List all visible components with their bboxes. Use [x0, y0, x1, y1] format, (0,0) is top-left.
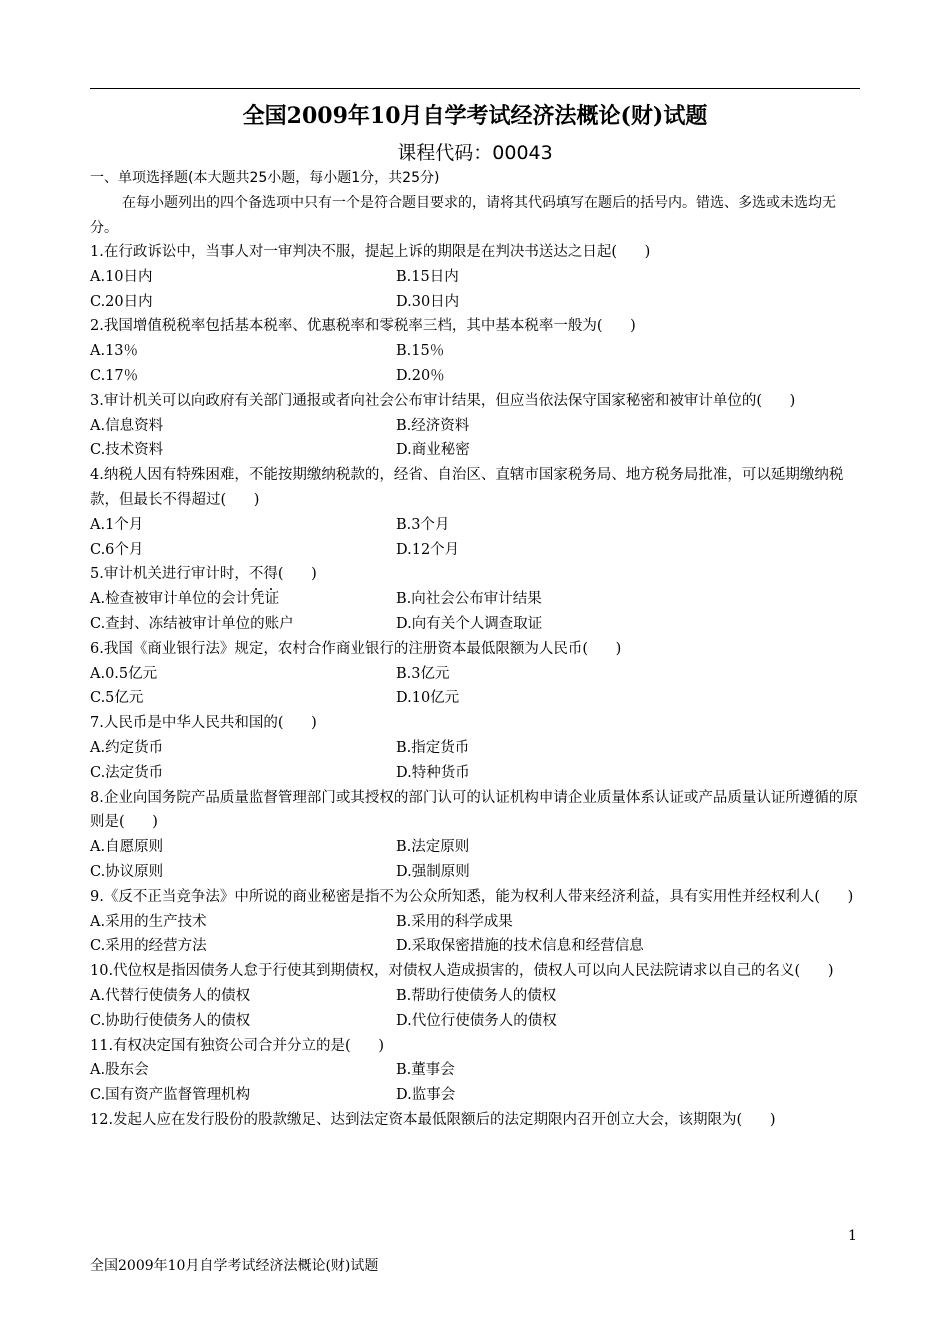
question-text: 4.纳税人因有特殊困难，不能按期缴纳税款的，经省、自治区、直辖市国家税务局、地方税务局批准，可以延期缴纳税款，但最长不得超过( ) — [90, 467, 844, 508]
option-c: C.国有资产监督管理机构 — [90, 1087, 251, 1104]
section-instruction: 在每小题列出的四个备选项中只有一个是符合题目要求的，请将其代码填写在题后的括号内。错选、多选或未选均无分。 — [90, 195, 836, 236]
option-a: A.1个月 — [90, 516, 144, 533]
question-text: 2.我国增值税税率包括基本税率、优惠税率和零税率三档，其中基本税率一般为( ) — [90, 318, 636, 335]
option-row — [90, 438, 860, 463]
question-text: 1.在行政诉讼中，当事人对一审判决不服，提起上诉的期限是在判决书送达之日起( ) — [90, 244, 651, 260]
option-row — [90, 414, 860, 439]
emphasis-dotted: 不得 — [249, 562, 278, 587]
emphasis-text — [249, 566, 278, 582]
option-row — [90, 339, 860, 364]
option-d: D.30日内 — [396, 293, 460, 310]
question-tail: ( ) — [277, 566, 317, 583]
option-d: D.向有关个人调查取证 — [396, 615, 543, 632]
option-c: C.法定货币 — [90, 764, 164, 781]
option-d: D.20％ — [396, 367, 445, 384]
option-row — [90, 835, 860, 860]
option-c: C.17％ — [90, 367, 139, 384]
question-stem: 5.审计机关进行审计时， — [90, 566, 249, 583]
option-b: B.3个月 — [396, 516, 450, 533]
option-a: A.自愿原则 — [90, 839, 164, 856]
option-row — [90, 860, 860, 885]
page-footer: 全国2009年10月自学考试经济法概论(财)试题 — [90, 1258, 379, 1274]
option-row — [90, 1083, 860, 1108]
option-d: D.商业秘密 — [396, 442, 470, 459]
option-b: B.董事会 — [396, 1062, 455, 1079]
option-a: A.10日内 — [90, 268, 153, 285]
section-heading: 一、单项选择题(本大题共25小题，每小题1分，共25分) — [90, 170, 440, 186]
option-row — [90, 513, 860, 538]
page-number: 1 — [848, 1228, 857, 1244]
option-a: A.13％ — [90, 343, 139, 360]
option-c: C.协助行使债务人的债权 — [90, 1012, 251, 1029]
option-c: C.技术资料 — [90, 442, 164, 459]
option-row — [90, 686, 860, 711]
option-d: D.代位行使债务人的债权 — [396, 1012, 557, 1029]
option-b: B.采用的科学成果 — [396, 913, 513, 930]
option-row — [90, 1058, 860, 1083]
option-a: A.0.5亿元 — [90, 665, 158, 682]
question-text: 10.代位权是指因债务人怠于行使其到期债权，对债权人造成损害的，债权人可以向人民法院请求以自己的名义( ) — [90, 963, 834, 980]
option-row — [90, 736, 860, 761]
option-row — [90, 910, 860, 935]
option-c: C.20日内 — [90, 293, 153, 310]
option-row — [90, 1009, 860, 1034]
option-row — [90, 662, 860, 687]
option-row — [90, 934, 860, 959]
option-row — [90, 290, 860, 315]
question-text: 8.企业向国务院产品质量监督管理部门或其授权的部门认可的认证机构申请企业质量体系认证或产品质量认证所遵循的原则是( ) — [90, 789, 858, 831]
page-title: 全国2009年10月自学考试经济法概论(财)试题 — [242, 103, 708, 129]
option-b: B.指定货币 — [396, 739, 470, 756]
option-d: D.监事会 — [396, 1087, 456, 1104]
option-d: D.10亿元 — [396, 690, 460, 707]
option-b: B.帮助行使债务人的债权 — [396, 987, 557, 1004]
option-row — [90, 538, 860, 563]
option-row — [90, 364, 860, 389]
question-text: 9.《反不正当竞争法》中所说的商业秘密是指不为公众所知悉，能为权利人带来经济利益，具有实用性并经权利人( ) — [90, 888, 854, 905]
option-d: D.采取保密措施的技术信息和经营信息 — [396, 938, 644, 955]
option-row — [90, 587, 860, 612]
option-a: A.约定货币 — [90, 739, 164, 756]
option-d: D.强制原则 — [396, 863, 470, 880]
option-b: B.法定原则 — [396, 839, 470, 856]
question-text: 7.人民币是中华人民共和国的( ) — [90, 715, 317, 732]
option-a: A.采用的生产技术 — [90, 913, 207, 930]
option-row — [90, 265, 860, 290]
option-a: A.检查被审计单位的会计凭证 — [90, 591, 280, 608]
option-a: A.代替行使债务人的债权 — [90, 987, 251, 1004]
option-d: D.特种货币 — [396, 764, 470, 781]
option-c: C.5亿元 — [90, 690, 144, 707]
option-row — [90, 761, 860, 786]
option-c: C.采用的经营方法 — [90, 938, 207, 955]
question-text: 11.有权决定国有独资公司合并分立的是( ) — [90, 1037, 385, 1054]
question-list — [90, 240, 860, 1133]
question-text — [90, 562, 860, 587]
question-text: 12.发起人应在发行股份的股款缴足、达到法定资本最低限额后的法定期限内召开创立大会，该期限为( ) — [90, 1111, 776, 1128]
question-text: 3.审计机关可以向政府有关部门通报或者向社会公布审计结果，但应当依法保守国家秘密和被审计单位的( ) — [90, 392, 796, 409]
option-d: D.12个月 — [396, 541, 460, 558]
question-text: 6.我国《商业银行法》规定，农村合作商业银行的注册资本最低限额为人民币( ) — [90, 640, 622, 657]
option-b: B.经济资料 — [396, 417, 470, 434]
option-b: B.3亿元 — [396, 665, 450, 682]
option-c: C.6个月 — [90, 541, 144, 558]
option-a: A.信息资料 — [90, 417, 164, 434]
course-code: 课程代码：00043 — [397, 142, 553, 164]
option-c: C.协议原则 — [90, 863, 164, 880]
option-row — [90, 612, 860, 637]
option-a: A.股东会 — [90, 1062, 149, 1079]
option-b: B.向社会公布审计结果 — [396, 591, 542, 608]
header-rule — [90, 88, 860, 89]
option-b: B.15日内 — [396, 268, 459, 285]
option-row — [90, 984, 860, 1009]
option-c: C.查封、冻结被审计单位的账户 — [90, 615, 294, 632]
option-b: B.15％ — [396, 343, 445, 360]
